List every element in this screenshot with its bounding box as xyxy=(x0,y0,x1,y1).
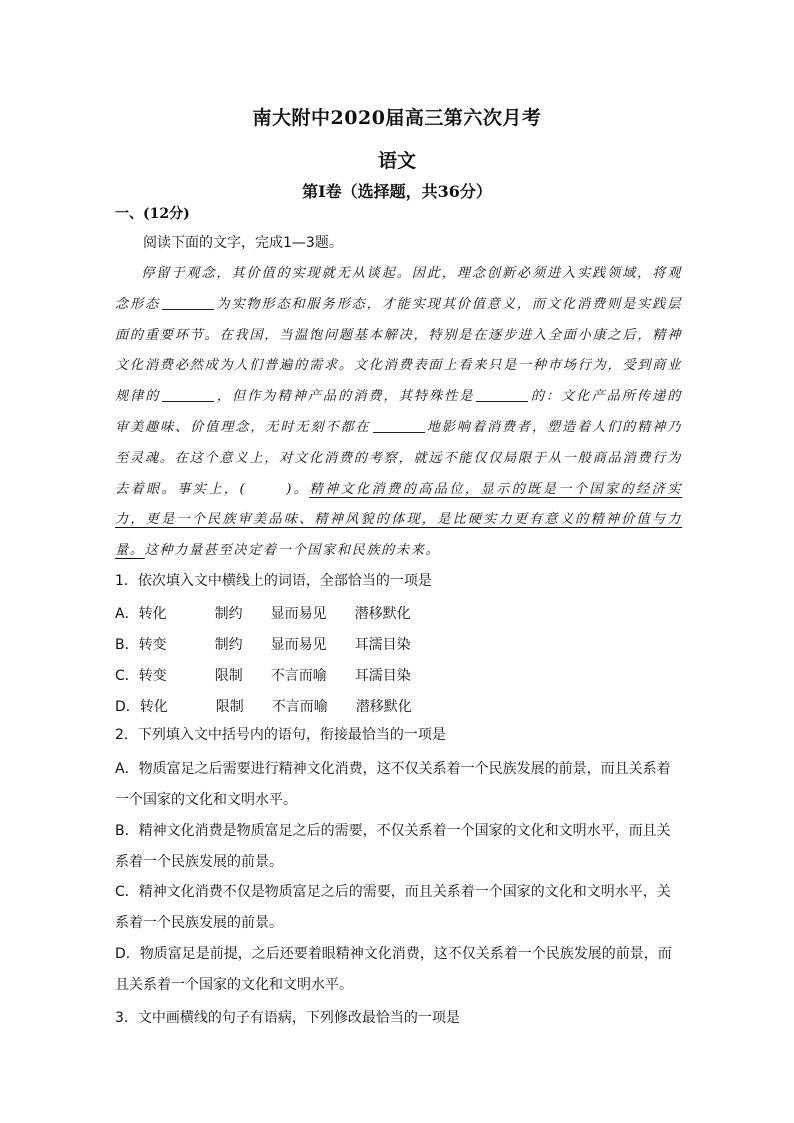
q1-option-d xyxy=(115,696,412,716)
option-word: 显而易见 xyxy=(270,606,327,622)
passage-text: 为实物形态和服务形态，才能实现其价值意义，而文化消费则是实践层面的重要环节。在我国，当温饱问题基本解决，特别是在逐步进入全面小康之后，精神文化消费必然成为人们普遍的需求。文化消费表面上看来只是一种市场行为，受到商业规律的 xyxy=(115,296,682,405)
q2-option-c xyxy=(115,877,682,938)
passage-text: ，但作为精神产品的消费，其特殊性是 xyxy=(216,389,475,405)
option-label: D． xyxy=(115,699,140,715)
passage-text: 这种力量甚至决定着一个国家和民族的未来。 xyxy=(144,543,441,559)
q1-option-b xyxy=(115,634,411,654)
option-label: C． xyxy=(115,884,139,900)
option-text: 精神文化消费不仅是物质富足之后的需要，而且关系着一个国家的文化和文明水平，关系着一个民族发展的前景。 xyxy=(115,884,671,931)
passage-text: 停留于观念，其价值的实现就无从谈起。因此，理念创新必须进入实践领域，将观念形态 xyxy=(115,266,682,312)
option-word: 不言而喻 xyxy=(270,668,327,684)
option-word: 制约 xyxy=(214,637,243,653)
option-text: 物质富足之后需要进行精神文化消费，这不仅关系着一个民族发展的前景，而且关系着一个国家的文化和文明水平。 xyxy=(115,761,671,808)
fill-blank-2 xyxy=(162,387,214,402)
q2-option-d xyxy=(115,939,682,1000)
q2-option-a xyxy=(115,754,682,815)
question-1-stem: 1．依次填入文中横线上的词语，全部恰当的一项是 xyxy=(115,573,432,589)
section-instruction: 阅读下面的文字，完成1—3题。 xyxy=(143,235,343,251)
reading-passage xyxy=(115,259,682,567)
option-label: A． xyxy=(115,606,139,622)
option-word: 潜移默化 xyxy=(354,606,411,622)
option-label: C． xyxy=(115,668,139,684)
underlined-sentence: 精神文化消费的高品位，显示的既是一个国家的经济实力，更是一个民族审美品味、精神风貌的体现，是比硬实力更有意义的精神价值与力量。 xyxy=(115,481,682,559)
option-text: 精神文化消费是物质富足之后的需要，不仅关系着一个国家的文化和文明水平，而且关系着一个民族发展的前景。 xyxy=(115,823,671,870)
option-word: 转化 xyxy=(139,699,168,715)
option-label: A． xyxy=(115,761,139,777)
option-word: 转化 xyxy=(138,606,167,622)
option-label: B． xyxy=(115,823,139,839)
option-word: 限制 xyxy=(214,668,243,684)
option-label: B． xyxy=(115,637,139,653)
option-word: 耳濡目染 xyxy=(354,668,411,684)
question-2-stem: 2．下列填入文中括号内的语句，衔接最恰当的一项是 xyxy=(115,727,446,743)
option-word: 限制 xyxy=(215,699,244,715)
q2-option-b xyxy=(115,816,682,877)
passage-text: 的：文化产品所传递的审美趣味、价值理念，无时无刻不都在 xyxy=(115,389,682,435)
passage-text: 地影响着消费者，塑造着人们的精神乃至灵魂。在这个意义上，对文化消费的考察，就远不能仅仅局限于从一般商品消费行为去着眼。事实上，( xyxy=(115,419,682,497)
option-word: 转变 xyxy=(138,637,167,653)
option-label: D． xyxy=(115,946,140,962)
option-word: 制约 xyxy=(214,606,243,622)
fill-blank-1 xyxy=(162,295,214,310)
option-word: 显而易见 xyxy=(270,637,327,653)
question-3-stem: 3．文中画横线的句子有语病，下列修改最恰当的一项是 xyxy=(115,1010,460,1026)
subject-title: 语文 xyxy=(377,150,416,172)
option-word: 潜移默化 xyxy=(355,699,412,715)
q1-option-c xyxy=(115,665,411,685)
option-word: 转变 xyxy=(138,668,167,684)
option-word: 不言而喻 xyxy=(271,699,328,715)
fill-blank-3 xyxy=(476,387,528,402)
volume-title: 第I卷（选择题，共36分） xyxy=(302,182,492,201)
section-heading: 一、(12分) xyxy=(115,206,190,222)
option-text: 物质富足是前提，之后还要着眼精神文化消费，这不仅关系着一个民族发展的前景，而且关系着一个国家的文化和文明水平。 xyxy=(115,946,672,993)
passage-text: )。 xyxy=(286,481,310,497)
fill-blank-4 xyxy=(373,418,425,433)
q1-option-a xyxy=(115,603,411,623)
exam-title: 南大附中2020届高三第六次月考 xyxy=(252,107,542,129)
option-word: 耳濡目染 xyxy=(354,637,411,653)
